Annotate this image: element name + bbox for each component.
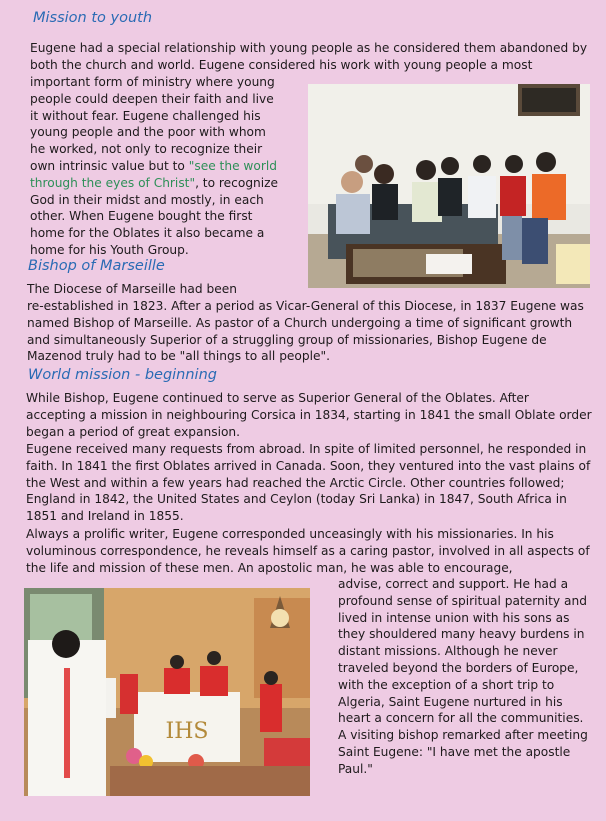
youth-paragraph-1: Eugene had a special relationship with young people as he considered them abandoned by both the church and world. Eugene considered his work with young people a most (30, 41, 588, 72)
world-paragraph-1: While Bishop, Eugene continued to serve as Superior General of the Oblates. After accepting a mission in neighbouring Corsica in 1834, starting in 1841 the small Oblate order began a period of great expansion. (26, 391, 592, 439)
world-paragraph-4: advise, correct and support. He had a profound sense of spiritual paternity and lived in intense union with his sons as they shouldered many heavy burdens in distant missions. Although he never traveled beyond the borders of Europe, with the exception of a short trip to Algeria, Saint Eugene nurtured in his heart a concern for all the communities. A visiting bishop remarked after meeting Saint Eugene: "I have met the apostle Paul." (338, 577, 588, 776)
youth-text-b: , to recognize God in their midst and mostly, in each other. When Eugene bought the first home for the Oblates it also became a home for his Youth Group. (30, 175, 279, 257)
youth-paragraph-2 (30, 74, 284, 259)
world-paragraph-2: Eugene received many requests from abroad. In spite of limited personnel, he responded in faith. In 1841 the first Oblates arrived in Canada. Soon, they ventured into the vast plains of the West and within a few years had reached the Arctic Circle. Other countries followed; England in 1842, the United States and Ceylon (today Sri Lanka) in 1847, South Africa in 1851 and Ireland in 1855. (26, 442, 591, 524)
bishop-paragraph-lead: The Diocese of Marseille had been (27, 282, 237, 296)
world-paragraph-3: Always a prolific writer, Eugene corresponded unceasingly with his missionaries. In his voluminous correspondence, he reveals himself as a caring pastor, involved in all aspects of the life and mission of these men. An apostolic man, he was able to encourage, (26, 527, 590, 575)
youth-quote: "see the world through the eyes of Christ" (30, 158, 277, 190)
youth-group-photo (308, 84, 590, 288)
mass-altar-photo (24, 588, 310, 796)
youth-text-a: important form of ministry where young people could deepen their faith and live it without fear. Eugene challenged his young people and the poor with whom he worked, not only to recognize their own intrinsic value but to (30, 75, 275, 173)
bishop-paragraph: re-established in 1823. After a period as Vicar-General of this Diocese, in 1837 Eugene was named Bishop of Marseille. As pastor of a Church undergoing a time of significant growth and simultaneously Superior of a struggling group of missionaries, Bishop Eugene de Mazenod truly had to be "all things to all people". (27, 299, 584, 364)
heading-world-mission: World mission - beginning (28, 367, 217, 383)
heading-mission-to-youth: Mission to youth (33, 10, 153, 26)
altar-ihs-monogram: IHS (165, 719, 209, 744)
heading-bishop-of-marseille: Bishop of Marseille (28, 258, 165, 274)
